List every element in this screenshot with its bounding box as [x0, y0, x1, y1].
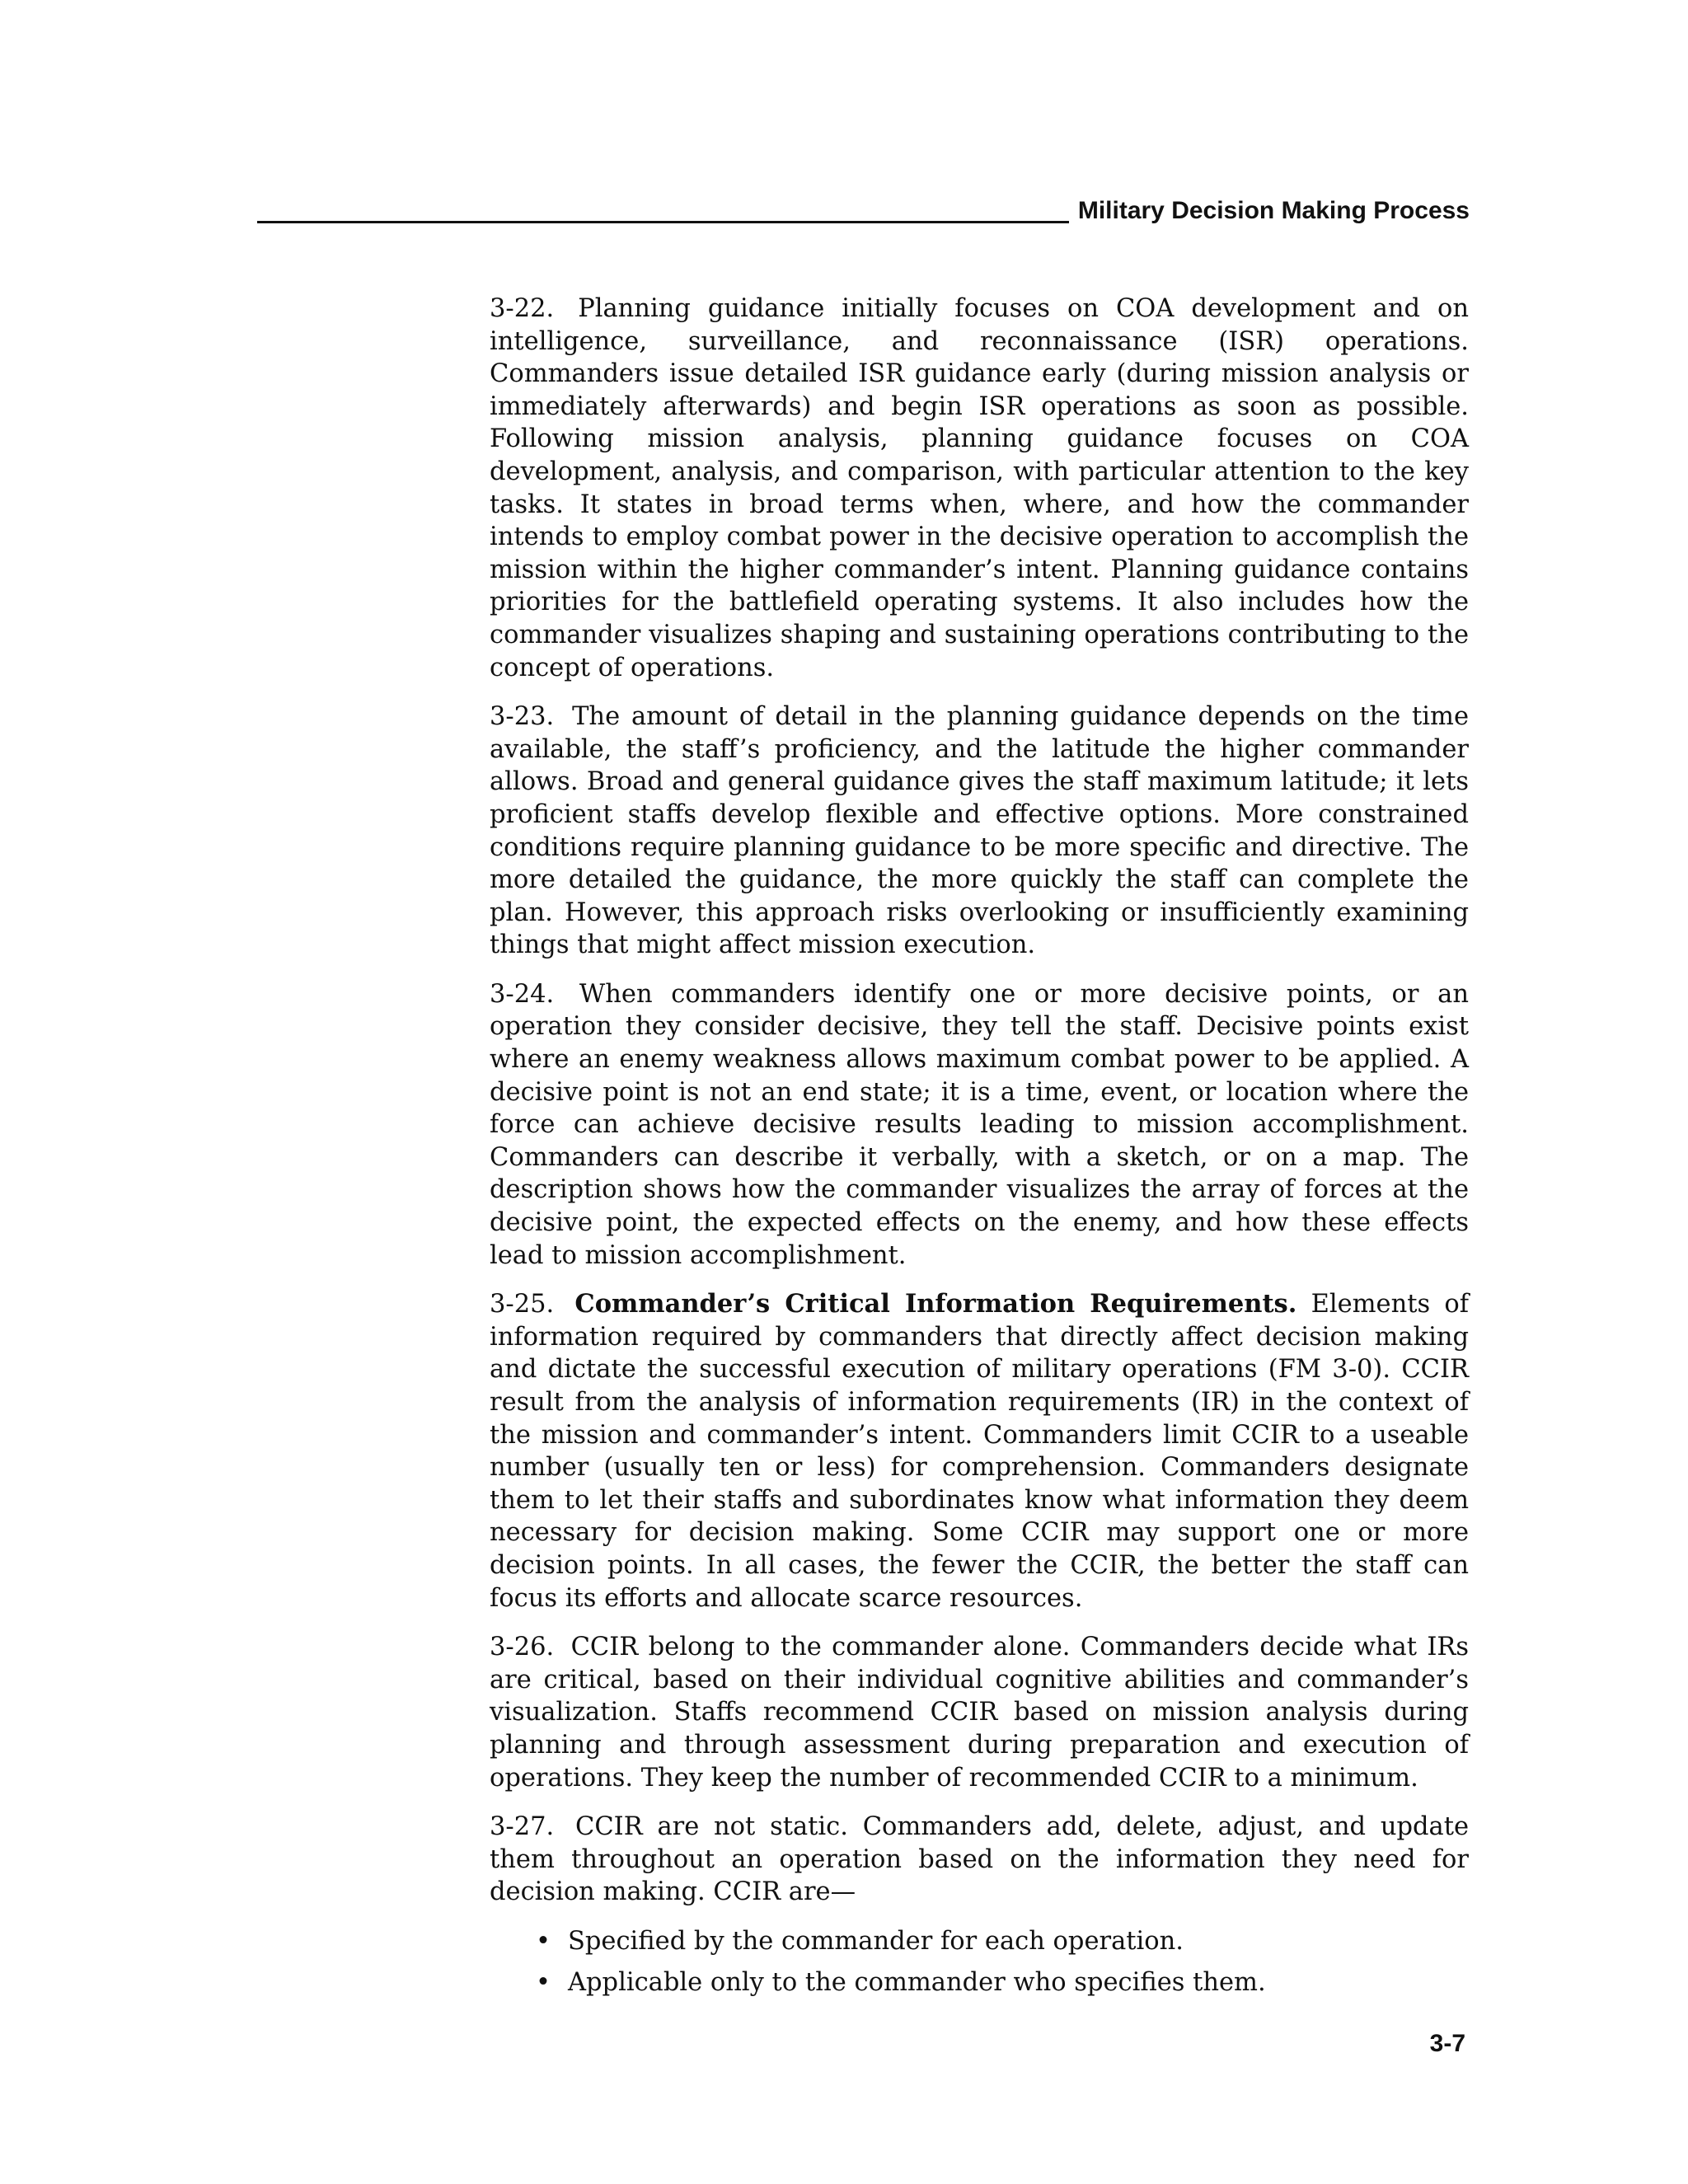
bullet-item	[490, 1966, 1469, 1999]
bullet-icon: •	[536, 1967, 551, 1997]
paragraph-number: 3-24.	[490, 979, 555, 1009]
paragraph-text: CCIR are not static. Commanders add, delete, adjust, and update them throughout an operation based on the information they need for decision making. CCIR are—	[490, 1812, 1470, 1907]
paragraph-text: Elements of information required by commanders that directly affect decision making and dictate the successful execution of military operations (FM 3-0). CCIR result from the analysis of information requirements (IR) in the context of the mission and commander’s intent. Commanders limit CCIR to a useable number (usually ten or less) for comprehension. Commanders designate them to let their staffs and subordinates know what information they deem necessary for decision making. Some CCIR may support one or more decision points. In all cases, the fewer the CCIR, the better the staff can focus its efforts and allocate scarce resources.	[490, 1290, 1469, 1613]
paragraph-3-25	[490, 1288, 1469, 1615]
ccir-bullet-list	[490, 1925, 1469, 1999]
page-number: 3-7	[1429, 2030, 1465, 2057]
paragraph-text: When commanders identify one or more decisive points, or an operation they consider decisive, they tell the staff. Decisive points exist where an enemy weakness allows maximum combat power to be applied. A decisive point is not an end state; it is a time, event, or location where the force can achieve decisive results leading to mission accomplishment. Commanders can describe it verbally, with a sketch, or on a map. The description shows how the commander visualizes the array of forces at the decisive point, the expected effects on the enemy, and how these effects lead to mission accomplishment.	[490, 979, 1469, 1270]
paragraph-text: The amount of detail in the planning guidance depends on the time available, the staff’s proficiency, and the latitude the higher commander allows. Broad and general guidance gives the staff maximum latitude; it lets proficient staffs develop flexible and effective options. More constrained conditions require planning guidance to be more specific and directive. The more detailed the guidance, the more quickly the staff can complete the plan. However, this approach risks overlooking or insufficiently examining things that might affect mission execution.	[490, 702, 1469, 960]
paragraph-number: 3-23.	[490, 702, 555, 732]
paragraph-3-27	[490, 1811, 1469, 1909]
paragraph-3-23	[490, 701, 1469, 962]
paragraph-3-22	[490, 293, 1469, 684]
paragraph-number: 3-25.	[490, 1290, 555, 1319]
paragraph-number: 3-26.	[490, 1633, 555, 1662]
paragraph-text: CCIR belong to the commander alone. Commanders decide what IRs are critical, based on their individual cognitive abilities and commander’s visualization. Staffs recommend CCIR based on mission analysis during planning and through assessment during preparation and execution of operations. They keep the number of recommended CCIR to a minimum.	[490, 1633, 1469, 1793]
paragraph-text: Planning guidance initially focuses on COA development and on intelligence, surveillance, and reconnaissance (ISR) operations. Commanders issue detailed ISR guidance early (during mission analysis or immediately afterwards) and begin ISR operations as soon as possible. Following mission analysis, planning guidance focuses on COA development, analysis, and comparison, with particular attention to the key tasks. It states in broad terms when, where, and how the commander intends to employ combat power in the decisive operation to accomplish the mission within the higher commander’s intent. Planning guidance contains priorities for the battlefield operating systems. It also includes how the commander visualizes shaping and sustaining operations contributing to the concept of operations.	[490, 294, 1469, 682]
bullet-text: Specified by the commander for each operation.	[568, 1926, 1184, 1956]
bullet-text: Applicable only to the commander who specifies them.	[568, 1967, 1266, 1997]
paragraph-number: 3-22.	[490, 294, 555, 323]
bullet-icon: •	[536, 1926, 551, 1956]
paragraph-number: 3-27.	[490, 1812, 555, 1842]
body-text	[490, 293, 1469, 2008]
paragraph-3-26	[490, 1631, 1469, 1794]
header-rule	[257, 221, 1069, 223]
bullet-item	[490, 1925, 1469, 1958]
running-header-title: Military Decision Making Process	[1077, 197, 1470, 224]
paragraph-3-24	[490, 978, 1469, 1272]
paragraph-heading: Commander’s Critical Information Requirements.	[574, 1289, 1297, 1319]
